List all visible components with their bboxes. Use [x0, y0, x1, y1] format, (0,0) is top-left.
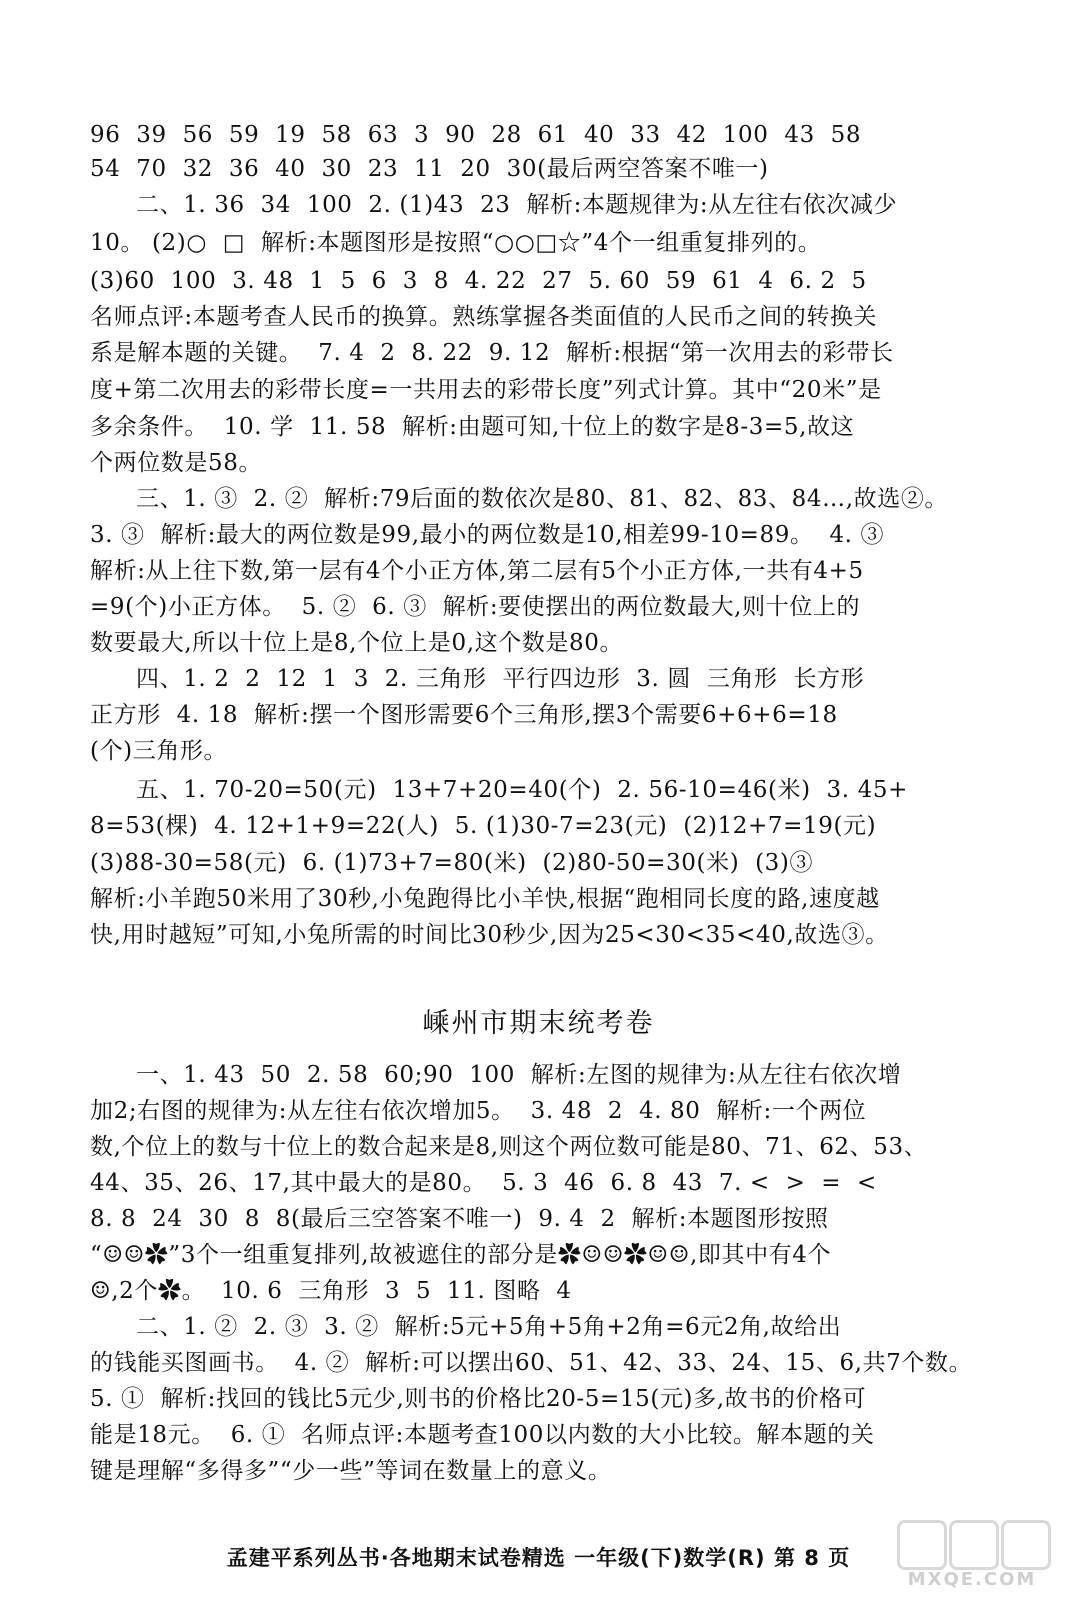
- text-line: 的钱能买图画书。 4. ② 解析:可以摆出60、51、42、33、24、15、6,共7个数。: [90, 1350, 973, 1376]
- watermark-text: MXQE.COM: [907, 1569, 1037, 1590]
- text-line: ☺,2个✿。 10. 6 三角形 3 5 11. 图略 4: [90, 1278, 572, 1304]
- text-line: =9(个)小正方体。 5. ② 6. ③ 解析:要使摆出的两位数最大,则十位上的: [90, 594, 861, 620]
- text-line: 解析:小羊跑50米用了30秒,小兔跑得比小羊快,根据“跑相同长度的路,速度越: [90, 886, 880, 912]
- text-line: 44、35、26、17,其中最大的是80。 5. 3 46 6. 8 43 7. < > = <: [90, 1170, 877, 1196]
- text-line: 8=53(棵) 4. 12+1+9=22(人) 5. (1)30-7=23(元) (2)12+7=19(元): [90, 813, 877, 839]
- text-line: 数要最大,所以十位上是8,个位上是0,这个数是80。: [90, 630, 624, 656]
- text-line: “☺☺✿”3个一组重复排列,故被遮住的部分是✿☺☺✿☺☺,即其中有4个: [90, 1242, 832, 1268]
- section-title: 嵊州市期末统考卷: [422, 1008, 655, 1039]
- text-line: 加2;右图的规律为:从左往右依次增加5。 3. 48 2 4. 80 解析:一个两位: [90, 1098, 867, 1124]
- text-line: 数,个位上的数与十位上的数合起来是8,则这个两位数可能是80、71、62、53、: [90, 1134, 928, 1160]
- text-line: 个两位数是58。: [90, 450, 263, 476]
- text-line: 一、1. 43 50 2. 58 60;90 100 解析:左图的规律为:从左往右依次增: [136, 1062, 902, 1088]
- text-line: 解析:从上往下数,第一层有4个小正方体,第二层有5个小正方体,一共有4+5: [90, 558, 864, 584]
- text-line: 54 70 32 36 40 30 23 11 20 30(最后两空答案不唯一): [90, 156, 769, 182]
- text-line: 能是18元。 6. ① 名师点评:本题考查100以内数的大小比较。解本题的关: [90, 1422, 875, 1448]
- text-line: 96 39 56 59 19 58 63 3 90 28 61 40 33 42 100 43 58: [90, 122, 862, 148]
- text-line: 三、1. ③ 2. ② 解析:79后面的数依次是80、81、82、83、84…,故选②。: [136, 486, 949, 512]
- text-line: 名师点评:本题考查人民币的换算。熟练掌握各类面值的人民币之间的转换关: [90, 304, 878, 330]
- text-line: (个)三角形。: [90, 738, 228, 764]
- watermark-logo: [887, 1520, 1057, 1590]
- page-footer: 孟建平系列丛书·各地期末试卷精选 一年级(下)数学(R) 第 8 页: [226, 1546, 851, 1570]
- text-line: 二、1. 36 34 100 2. (1)43 23 解析:本题规律为:从左往右依次减少: [136, 192, 898, 218]
- text-line: (3)60 100 3. 48 1 5 6 3 8 4. 22 27 5. 60 59 61 4 6. 2 5: [90, 268, 867, 294]
- text-line: 10。 (2)○ □ 解析:本题图形是按照“○○□☆”4个一组重复排列的。: [90, 230, 822, 256]
- text-line: 多余条件。 10. 学 11. 58 解析:由题可知,十位上的数字是8-3=5,故这: [90, 414, 855, 440]
- text-line: 五、1. 70-20=50(元) 13+7+20=40(个) 2. 56-10=46(米) 3. 45+: [136, 777, 908, 803]
- text-line: 系是解本题的关键。 7. 4 2 8. 22 9. 12 解析:根据“第一次用去的彩带长: [90, 340, 894, 366]
- text-line: (3)88-30=58(元) 6. (1)73+7=80(米) (2)80-50=30(米) (3)③: [90, 850, 814, 876]
- text-line: 二、1. ② 2. ③ 3. ② 解析:5元+5角+5角+2角=6元2角,故给出: [136, 1314, 842, 1340]
- text-line: 快,用时越短”可知,小兔所需的时间比30秒少,因为25<30<35<40,故选③。: [90, 922, 889, 948]
- text-line: 键是理解“多得多”“少一些”等词在数量上的意义。: [90, 1458, 612, 1484]
- text-line: 正方形 4. 18 解析:摆一个图形需要6个三角形,摆3个需要6+6+6=18: [90, 702, 838, 728]
- text-line: 度+第二次用去的彩带长度=一共用去的彩带长度”列式计算。其中“20米”是: [90, 377, 882, 403]
- text-line: 四、1. 2 2 12 1 3 2. 三角形 平行四边形 3. 圆 三角形 长方形: [136, 666, 865, 692]
- text-line: 3. ③ 解析:最大的两位数是99,最小的两位数是10,相差99-10=89。 4. ③: [90, 522, 885, 548]
- text-line: 8. 8 24 30 8 8(最后三空答案不唯一) 9. 4 2 解析:本题图形按照: [90, 1206, 829, 1232]
- text-line: 5. ① 解析:找回的钱比5元少,则书的价格比20-5=15(元)多,故书的价格可: [90, 1386, 867, 1412]
